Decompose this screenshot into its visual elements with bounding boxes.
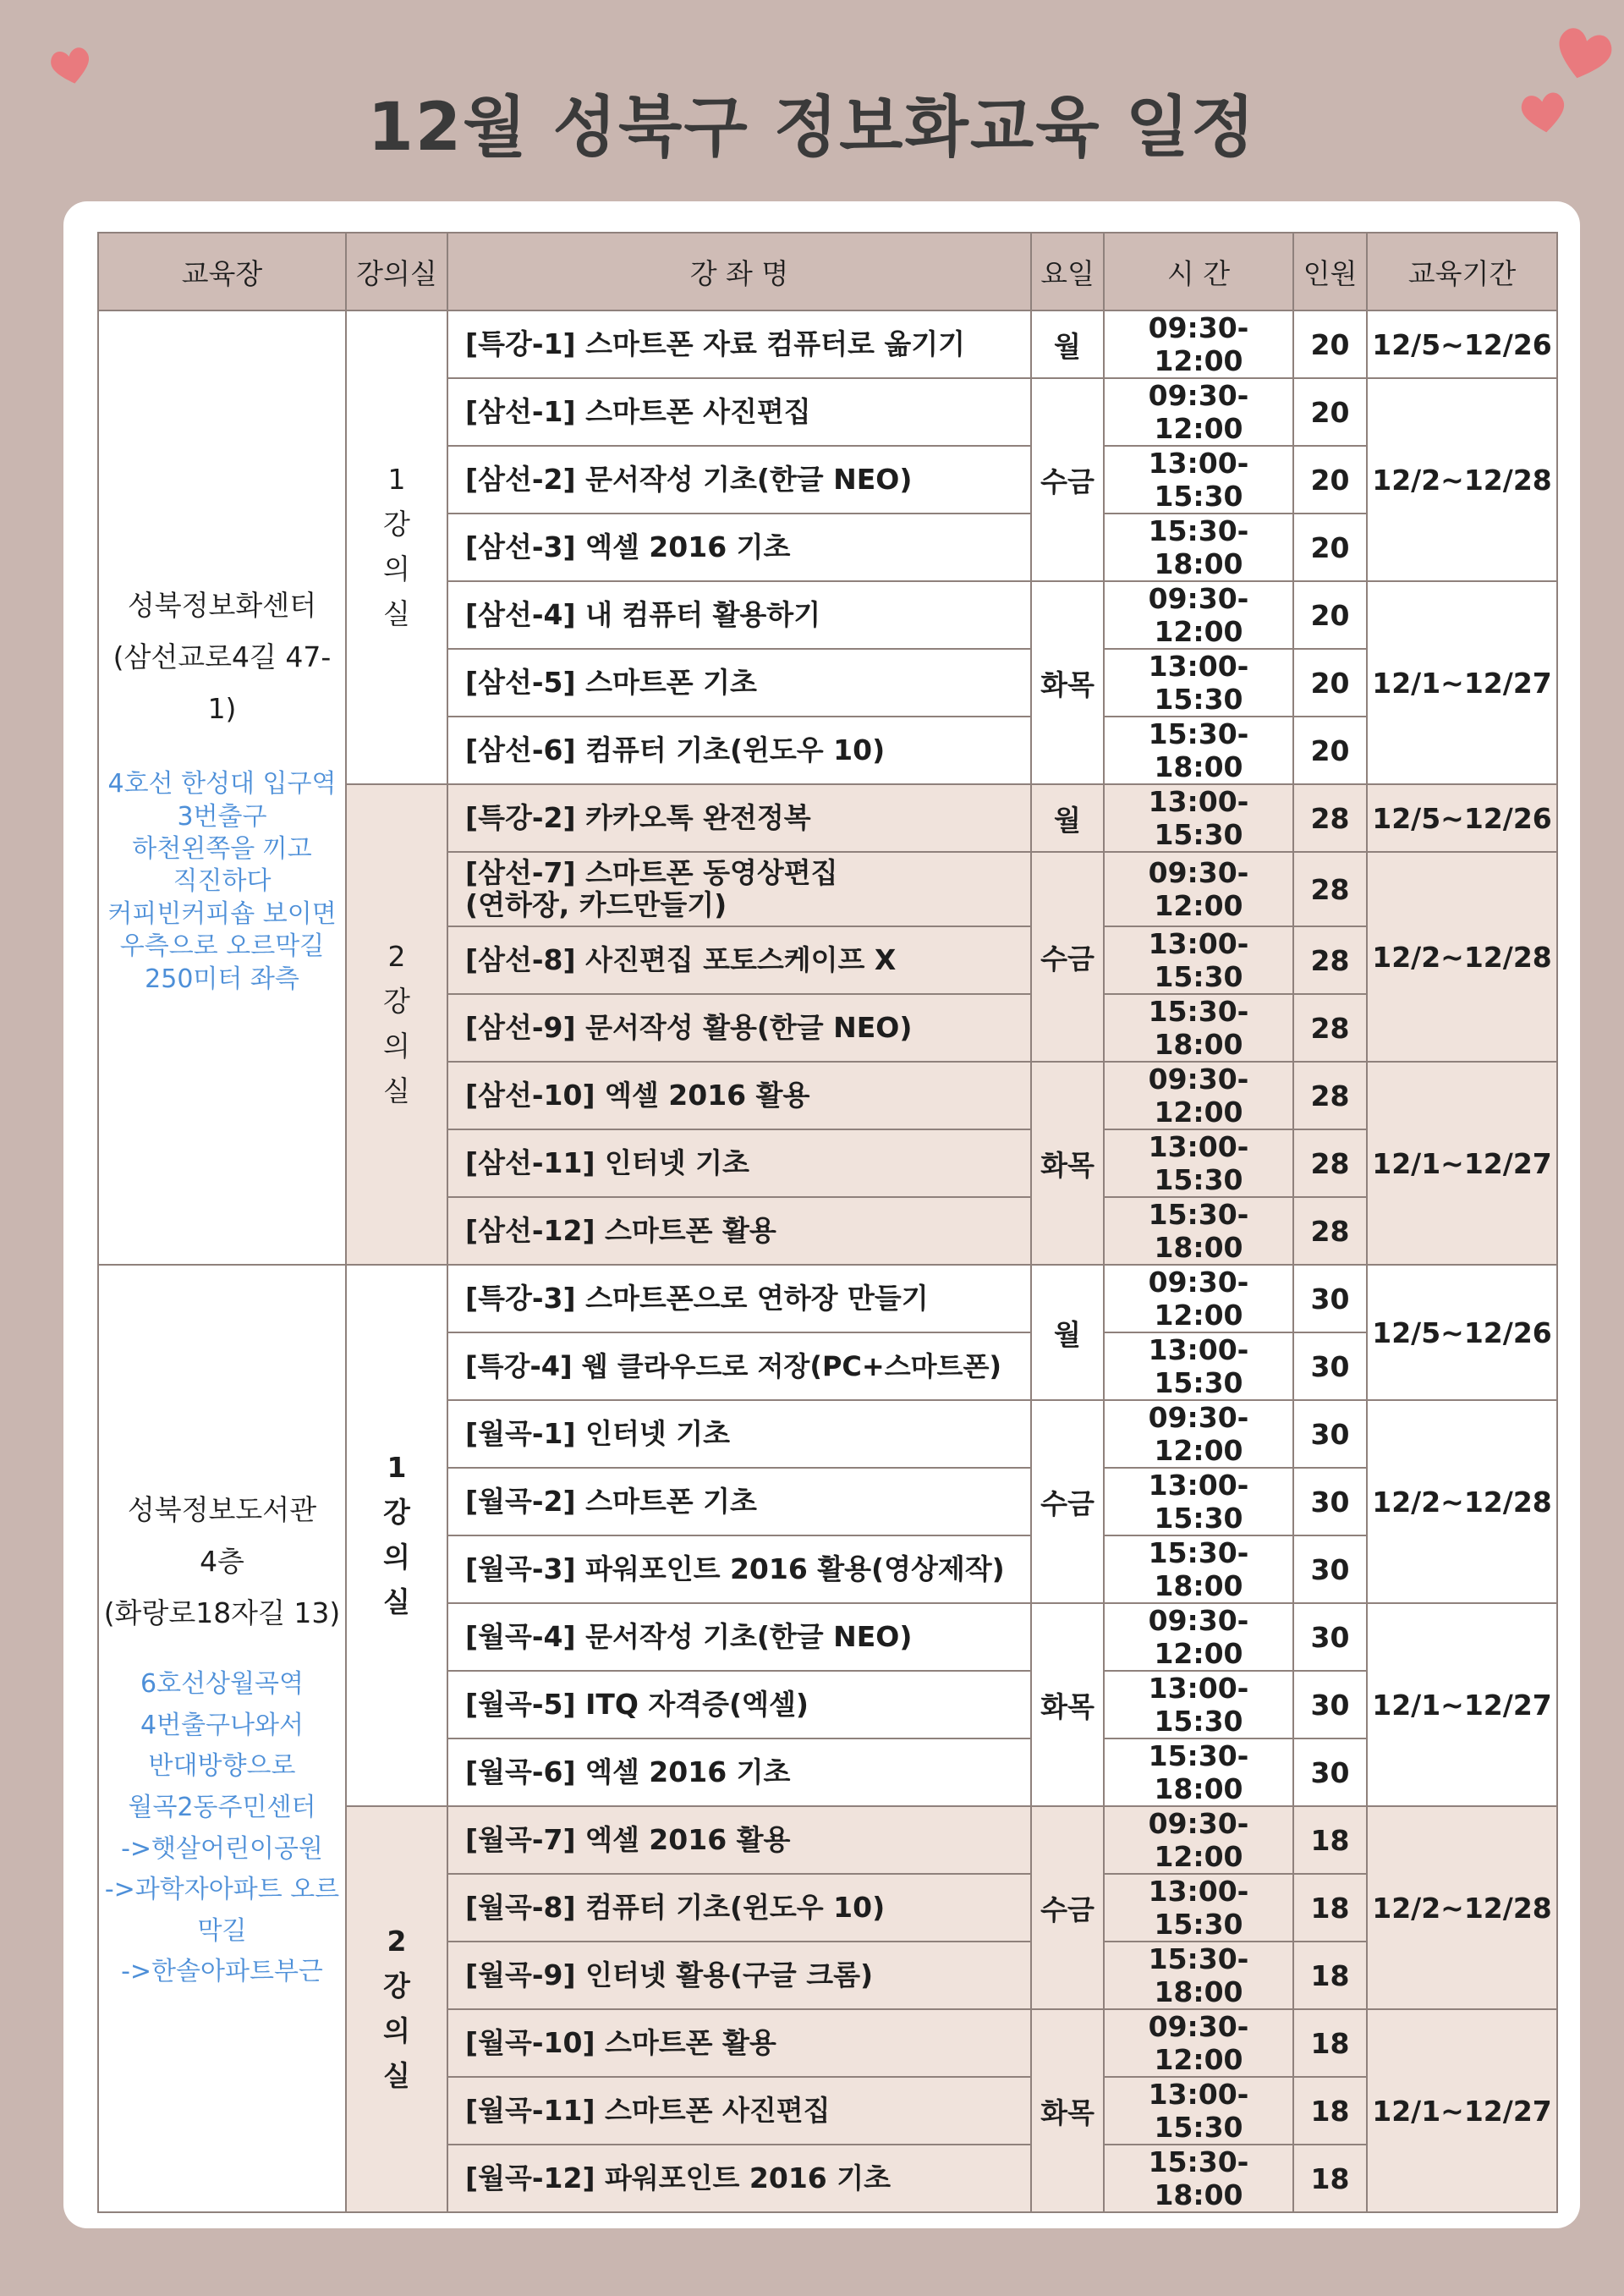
time-cell: 13:00-15:30 xyxy=(1104,1332,1293,1400)
day-cell: 화목 xyxy=(1031,2009,1104,2212)
room-cell: 2 강 의 실 xyxy=(346,1806,447,2212)
day-cell: 화목 xyxy=(1031,1603,1104,1806)
count-cell: 18 xyxy=(1293,2009,1367,2077)
course-name: [월곡-6] 엑셀 2016 기초 xyxy=(447,1738,1031,1806)
header-period: 교육기간 xyxy=(1367,233,1557,310)
count-cell: 18 xyxy=(1293,2077,1367,2145)
course-name: [월곡-5] ITQ 자격증(엑셀) xyxy=(447,1671,1031,1738)
period-cell: 12/2~12/28 xyxy=(1367,1400,1557,1603)
course-name: [월곡-1] 인터넷 기초 xyxy=(447,1400,1031,1468)
count-cell: 30 xyxy=(1293,1738,1367,1806)
time-cell: 13:00-15:30 xyxy=(1104,926,1293,994)
course-name: [삼선-7] 스마트폰 동영상편집 (연하장, 카드만들기) xyxy=(447,852,1031,926)
table-row xyxy=(98,1265,1557,1332)
count-cell: 30 xyxy=(1293,1535,1367,1603)
count-cell: 18 xyxy=(1293,1874,1367,1942)
venue-cell xyxy=(98,310,346,1265)
course-name: [특강-3] 스마트폰으로 연하장 만들기 xyxy=(447,1265,1031,1332)
period-cell: 12/1~12/27 xyxy=(1367,1062,1557,1265)
count-cell: 28 xyxy=(1293,1129,1367,1197)
course-name: [삼선-1] 스마트폰 사진편집 xyxy=(447,378,1031,446)
header-day: 요일 xyxy=(1031,233,1104,310)
time-cell: 09:30-12:00 xyxy=(1104,1603,1293,1671)
day-cell: 수금 xyxy=(1031,1400,1104,1603)
course-name: [삼선-3] 엑셀 2016 기초 xyxy=(447,514,1031,581)
period-cell: 12/5~12/26 xyxy=(1367,1265,1557,1400)
count-cell: 30 xyxy=(1293,1265,1367,1332)
course-name: [월곡-3] 파워포인트 2016 활용(영상제작) xyxy=(447,1535,1031,1603)
count-cell: 18 xyxy=(1293,1806,1367,1874)
time-cell: 09:30-12:00 xyxy=(1104,378,1293,446)
heart-icon-right xyxy=(1519,88,1568,137)
room-cell: 1 강 의 실 xyxy=(346,310,447,784)
period-cell: 12/5~12/26 xyxy=(1367,310,1557,378)
table-row xyxy=(98,310,1557,378)
count-cell: 28 xyxy=(1293,784,1367,852)
time-cell: 15:30-18:00 xyxy=(1104,1942,1293,2009)
count-cell: 20 xyxy=(1293,581,1367,649)
count-cell: 18 xyxy=(1293,2145,1367,2212)
course-name: [월곡-10] 스마트폰 활용 xyxy=(447,2009,1031,2077)
page-title: 12월 성북구 정보화교육 일정 xyxy=(367,90,1257,166)
period-cell: 12/1~12/27 xyxy=(1367,581,1557,784)
time-cell: 09:30-12:00 xyxy=(1104,1062,1293,1129)
course-name: [월곡-4] 문서작성 기초(한글 NEO) xyxy=(447,1603,1031,1671)
room-cell: 2 강 의 실 xyxy=(346,784,447,1265)
count-cell: 30 xyxy=(1293,1332,1367,1400)
venue-name: 성북정보화센터 (삼선교로4길 47-1) xyxy=(112,589,332,726)
count-cell: 20 xyxy=(1293,717,1367,784)
course-name: [특강-2] 카카오톡 완전정복 xyxy=(447,784,1031,852)
time-cell: 15:30-18:00 xyxy=(1104,994,1293,1062)
venue-name: 성북정보도서관 4층 (화랑로18자길 13) xyxy=(103,1493,341,1630)
header-venue: 교육장 xyxy=(98,233,346,310)
count-cell: 18 xyxy=(1293,1942,1367,2009)
time-cell: 13:00-15:30 xyxy=(1104,649,1293,717)
header-time: 시 간 xyxy=(1104,233,1293,310)
course-name: [삼선-10] 엑셀 2016 활용 xyxy=(447,1062,1031,1129)
time-cell: 13:00-15:30 xyxy=(1104,2077,1293,2145)
period-cell: 12/2~12/28 xyxy=(1367,378,1557,581)
time-cell: 09:30-12:00 xyxy=(1104,310,1293,378)
time-cell: 09:30-12:00 xyxy=(1104,852,1293,926)
time-cell: 13:00-15:30 xyxy=(1104,784,1293,852)
period-cell: 12/1~12/27 xyxy=(1367,2009,1557,2212)
count-cell: 30 xyxy=(1293,1468,1367,1535)
count-cell: 20 xyxy=(1293,514,1367,581)
time-cell: 09:30-12:00 xyxy=(1104,1265,1293,1332)
period-cell: 12/1~12/27 xyxy=(1367,1603,1557,1806)
time-cell: 15:30-18:00 xyxy=(1104,1535,1293,1603)
count-cell: 20 xyxy=(1293,649,1367,717)
course-name: [월곡-8] 컴퓨터 기초(윈도우 10) xyxy=(447,1874,1031,1942)
course-name: [월곡-7] 엑셀 2016 활용 xyxy=(447,1806,1031,1874)
time-cell: 09:30-12:00 xyxy=(1104,581,1293,649)
count-cell: 30 xyxy=(1293,1400,1367,1468)
time-cell: 09:30-12:00 xyxy=(1104,1806,1293,1874)
count-cell: 20 xyxy=(1293,310,1367,378)
course-name: [월곡-12] 파워포인트 2016 기초 xyxy=(447,2145,1031,2212)
count-cell: 28 xyxy=(1293,852,1367,926)
count-cell: 28 xyxy=(1293,1197,1367,1265)
course-name: [월곡-9] 인터넷 활용(구글 크롬) xyxy=(447,1942,1031,2009)
time-cell: 09:30-12:00 xyxy=(1104,1400,1293,1468)
day-cell: 화목 xyxy=(1031,1062,1104,1265)
day-cell: 월 xyxy=(1031,310,1104,378)
time-cell: 15:30-18:00 xyxy=(1104,514,1293,581)
day-cell: 수금 xyxy=(1031,852,1104,1062)
header-room: 강의실 xyxy=(346,233,447,310)
course-name: [특강-1] 스마트폰 자료 컴퓨터로 옮기기 xyxy=(447,310,1031,378)
venue-directions: 4호선 한성대 입구역 3번출구 하천왼쪽을 끼고 직진하다 커피빈커피숍 보이면 우측으로 오르막길 250미터 좌측 xyxy=(107,769,337,994)
course-name: [삼선-4] 내 컴퓨터 활용하기 xyxy=(447,581,1031,649)
course-name: [삼선-5] 스마트폰 기초 xyxy=(447,649,1031,717)
day-cell: 월 xyxy=(1031,1265,1104,1400)
count-cell: 28 xyxy=(1293,926,1367,994)
time-cell: 15:30-18:00 xyxy=(1104,2145,1293,2212)
day-cell: 수금 xyxy=(1031,1806,1104,2009)
count-cell: 28 xyxy=(1293,994,1367,1062)
period-cell: 12/2~12/28 xyxy=(1367,1806,1557,2009)
header-count: 인원 xyxy=(1293,233,1367,310)
period-cell: 12/2~12/28 xyxy=(1367,852,1557,1062)
room-cell: 1 강 의 실 xyxy=(346,1265,447,1806)
time-cell: 13:00-15:30 xyxy=(1104,1129,1293,1197)
time-cell: 15:30-18:00 xyxy=(1104,717,1293,784)
schedule-table xyxy=(97,232,1558,2213)
count-cell: 20 xyxy=(1293,378,1367,446)
course-name: [삼선-12] 스마트폰 활용 xyxy=(447,1197,1031,1265)
time-cell: 15:30-18:00 xyxy=(1104,1738,1293,1806)
heart-icon-top-right xyxy=(1553,24,1614,85)
time-cell: 13:00-15:30 xyxy=(1104,1874,1293,1942)
venue-cell xyxy=(98,1265,346,2212)
time-cell: 13:00-15:30 xyxy=(1104,1671,1293,1738)
course-name: [월곡-11] 스마트폰 사진편집 xyxy=(447,2077,1031,2145)
time-cell: 15:30-18:00 xyxy=(1104,1197,1293,1265)
table-header-row xyxy=(98,233,1557,310)
count-cell: 30 xyxy=(1293,1603,1367,1671)
period-cell: 12/5~12/26 xyxy=(1367,784,1557,852)
header-course: 강 좌 명 xyxy=(447,233,1031,310)
count-cell: 20 xyxy=(1293,446,1367,514)
time-cell: 13:00-15:30 xyxy=(1104,446,1293,514)
course-name: [삼선-6] 컴퓨터 기초(윈도우 10) xyxy=(447,717,1031,784)
venue-directions: 6호선상월곡역 4번출구나와서 반대방향으로 월곡2동주민센터 ->햇살어린이공원 ->과학자아파트 오르막길 ->한솔아파트부근 xyxy=(104,1669,340,1987)
count-cell: 30 xyxy=(1293,1671,1367,1738)
count-cell: 28 xyxy=(1293,1062,1367,1129)
heart-icon-left xyxy=(49,44,93,88)
course-name: [삼선-2] 문서작성 기초(한글 NEO) xyxy=(447,446,1031,514)
day-cell: 화목 xyxy=(1031,581,1104,784)
time-cell: 13:00-15:30 xyxy=(1104,1468,1293,1535)
day-cell: 수금 xyxy=(1031,378,1104,581)
day-cell: 월 xyxy=(1031,784,1104,852)
course-name: [삼선-11] 인터넷 기초 xyxy=(447,1129,1031,1197)
course-name: [삼선-8] 사진편집 포토스케이프 X xyxy=(447,926,1031,994)
course-name: [삼선-9] 문서작성 활용(한글 NEO) xyxy=(447,994,1031,1062)
course-name: [월곡-2] 스마트폰 기초 xyxy=(447,1468,1031,1535)
time-cell: 09:30-12:00 xyxy=(1104,2009,1293,2077)
course-name: [특강-4] 웹 클라우드로 저장(PC+스마트폰) xyxy=(447,1332,1031,1400)
